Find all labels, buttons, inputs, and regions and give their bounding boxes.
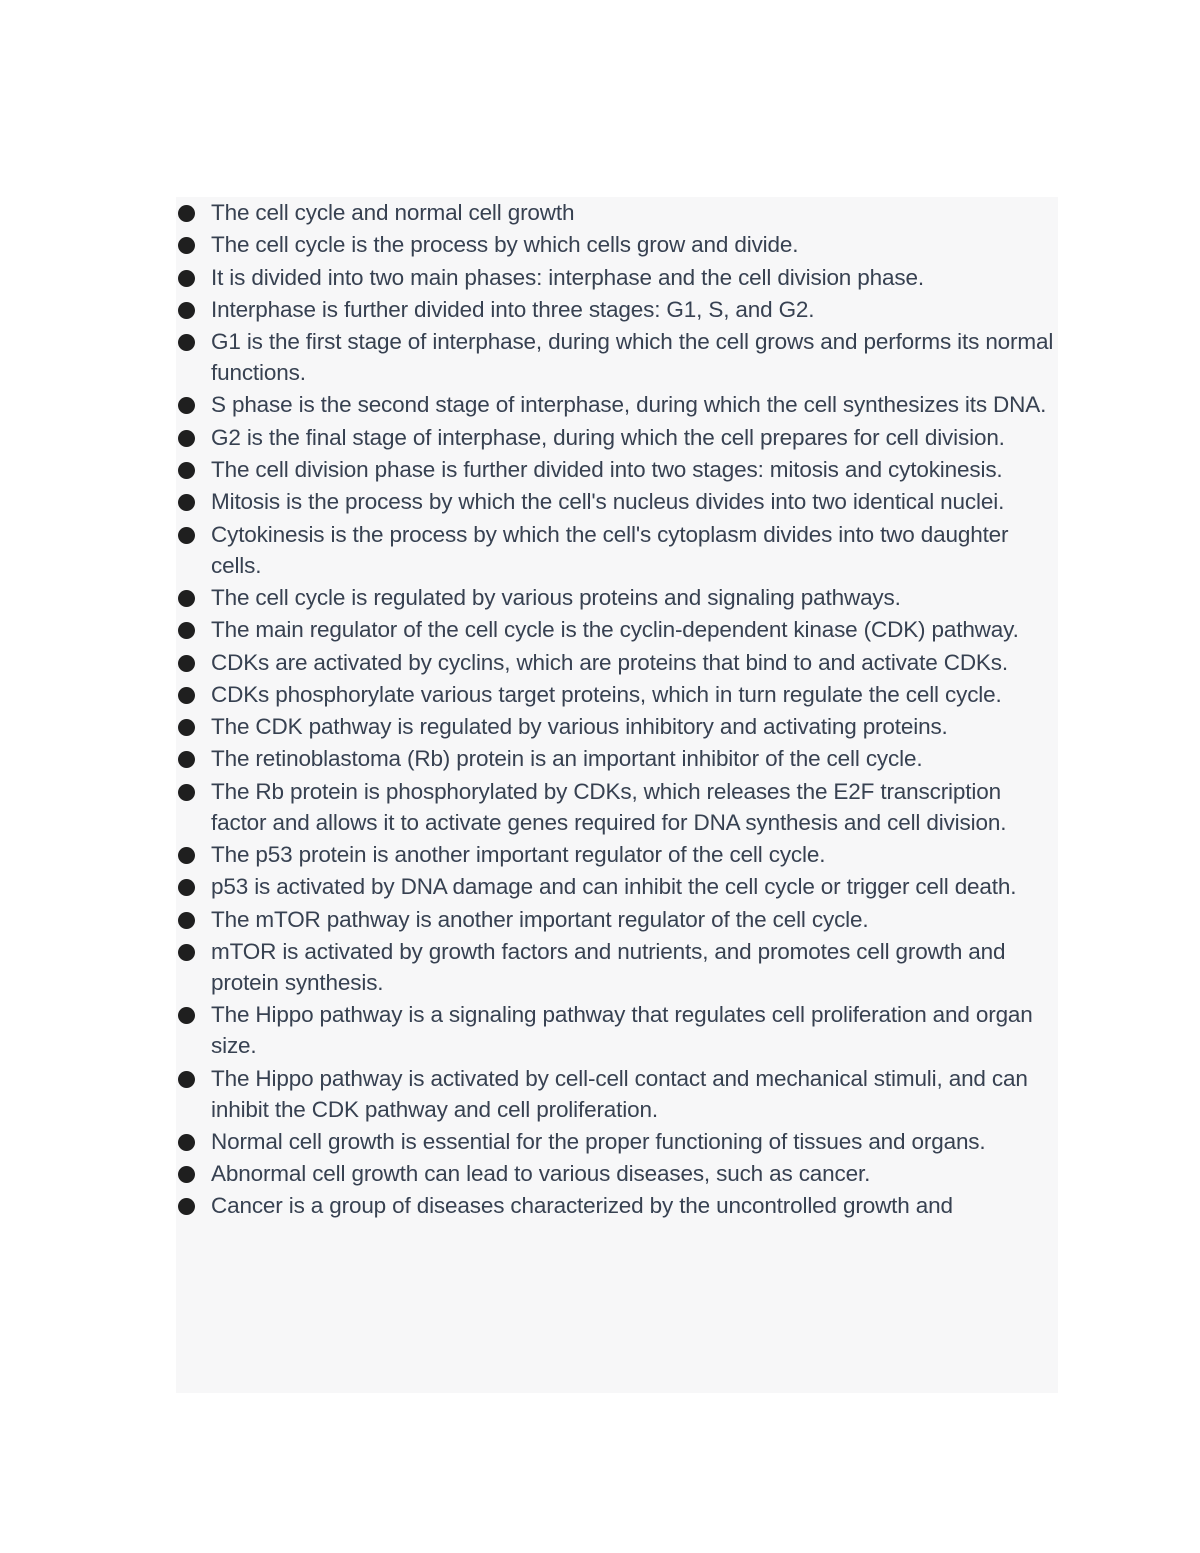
content-panel [176, 197, 1058, 1393]
bullet-icon [178, 494, 195, 511]
list-item-text: S phase is the second stage of interphase, during which the cell synthesizes its DNA. [211, 392, 1047, 418]
bullet-icon [178, 879, 195, 896]
bullet-icon [178, 1007, 195, 1024]
bullet-icon [178, 590, 195, 607]
bullet-icon [178, 527, 195, 544]
list-item-text: Cancer is a group of diseases characterized by the uncontrolled growth and [211, 1193, 953, 1219]
list-item-text: CDKs phosphorylate various target proteins, which in turn regulate the cell cycle. [211, 681, 1002, 707]
list-item-text: The main regulator of the cell cycle is the cyclin-dependent kinase (CDK) pathway. [211, 617, 1019, 643]
bullet-icon [178, 1071, 195, 1088]
bullet-icon [178, 751, 195, 768]
bullet-icon [178, 912, 195, 929]
list-item [176, 743, 1058, 774]
list-item [176, 679, 1058, 710]
list-item [176, 262, 1058, 293]
list-item-text: CDKs are activated by cyclins, which are proteins that bind to and activate CDKs. [211, 649, 1008, 675]
list-item [176, 294, 1058, 325]
list-item-text: It is divided into two main phases: interphase and the cell division phase. [211, 264, 924, 290]
bullet-icon [178, 784, 195, 801]
bullet-icon [178, 334, 195, 351]
list-item [176, 776, 1058, 838]
bullet-icon [178, 719, 195, 736]
list-item-text: The CDK pathway is regulated by various inhibitory and activating proteins. [211, 714, 948, 740]
list-item-text: The cell cycle and normal cell growth [211, 200, 575, 225]
list-item-text: mTOR is activated by growth factors and nutrients, and promotes cell growth and protein synthesis. [211, 938, 1006, 995]
list-item [176, 486, 1058, 517]
list-item-text: G1 is the first stage of interphase, during which the cell grows and performs its normal functions. [211, 329, 1054, 386]
bullet-list [176, 197, 1058, 1223]
list-item-text: p53 is activated by DNA damage and can inhibit the cell cycle or trigger cell death. [211, 874, 1017, 900]
bullet-icon [178, 1198, 195, 1215]
bullet-icon [178, 462, 195, 479]
list-item [176, 647, 1058, 678]
list-item-text: Mitosis is the process by which the cell's nucleus divides into two identical nuclei. [211, 489, 1005, 515]
bullet-icon [178, 397, 195, 414]
list-item-text: The retinoblastoma (Rb) protein is an important inhibitor of the cell cycle. [211, 746, 923, 772]
list-item [176, 519, 1058, 581]
list-item [176, 197, 1058, 228]
bullet-icon [178, 205, 195, 222]
list-item [176, 326, 1058, 388]
list-item [176, 389, 1058, 420]
list-item [176, 904, 1058, 935]
list-item [176, 871, 1058, 902]
list-item-text: The mTOR pathway is another important regulator of the cell cycle. [211, 906, 869, 932]
list-item-text: The p53 protein is another important regulator of the cell cycle. [211, 842, 826, 868]
list-item [176, 1063, 1058, 1125]
bullet-icon [178, 687, 195, 704]
list-item [176, 1158, 1058, 1189]
bullet-icon [178, 847, 195, 864]
list-item-text: Normal cell growth is essential for the proper functioning of tissues and organs. [211, 1128, 986, 1154]
list-item-text: Cytokinesis is the process by which the cell's cytoplasm divides into two daughter cells. [211, 521, 1009, 578]
bullet-icon [178, 430, 195, 447]
list-item [176, 711, 1058, 742]
list-item-text: The cell cycle is regulated by various proteins and signaling pathways. [211, 584, 901, 610]
list-item [176, 422, 1058, 453]
list-item-text: Interphase is further divided into three stages: G1, S, and G2. [211, 296, 815, 322]
bullet-icon [178, 1134, 195, 1151]
list-item-text: The cell cycle is the process by which cells grow and divide. [211, 232, 799, 258]
bullet-icon [178, 302, 195, 319]
list-item-text: Abnormal cell growth can lead to various diseases, such as cancer. [211, 1161, 871, 1187]
list-item [176, 936, 1058, 998]
list-item [176, 1126, 1058, 1157]
list-item-text: The Rb protein is phosphorylated by CDKs, which releases the E2F transcription factor and allows it to activate genes required for DNA synthesis and cell division. [211, 778, 1007, 835]
bullet-icon [178, 944, 195, 961]
list-item [176, 1190, 1058, 1221]
list-item [176, 229, 1058, 260]
bullet-icon [178, 655, 195, 672]
bullet-icon [178, 622, 195, 639]
bullet-icon [178, 237, 195, 254]
list-item [176, 454, 1058, 485]
bullet-icon [178, 1166, 195, 1183]
list-item [176, 614, 1058, 645]
list-item-text: The Hippo pathway is activated by cell-cell contact and mechanical stimuli, and can inhibit the CDK pathway and cell proliferation. [211, 1065, 1028, 1122]
list-item [176, 839, 1058, 870]
list-item [176, 999, 1058, 1061]
list-item-text: The cell division phase is further divided into two stages: mitosis and cytokinesis. [211, 457, 1003, 483]
list-item-text: The Hippo pathway is a signaling pathway that regulates cell proliferation and organ size. [211, 1002, 1033, 1059]
bullet-icon [178, 270, 195, 287]
list-item [176, 582, 1058, 613]
list-item-text: G2 is the final stage of interphase, during which the cell prepares for cell division. [211, 424, 1005, 450]
